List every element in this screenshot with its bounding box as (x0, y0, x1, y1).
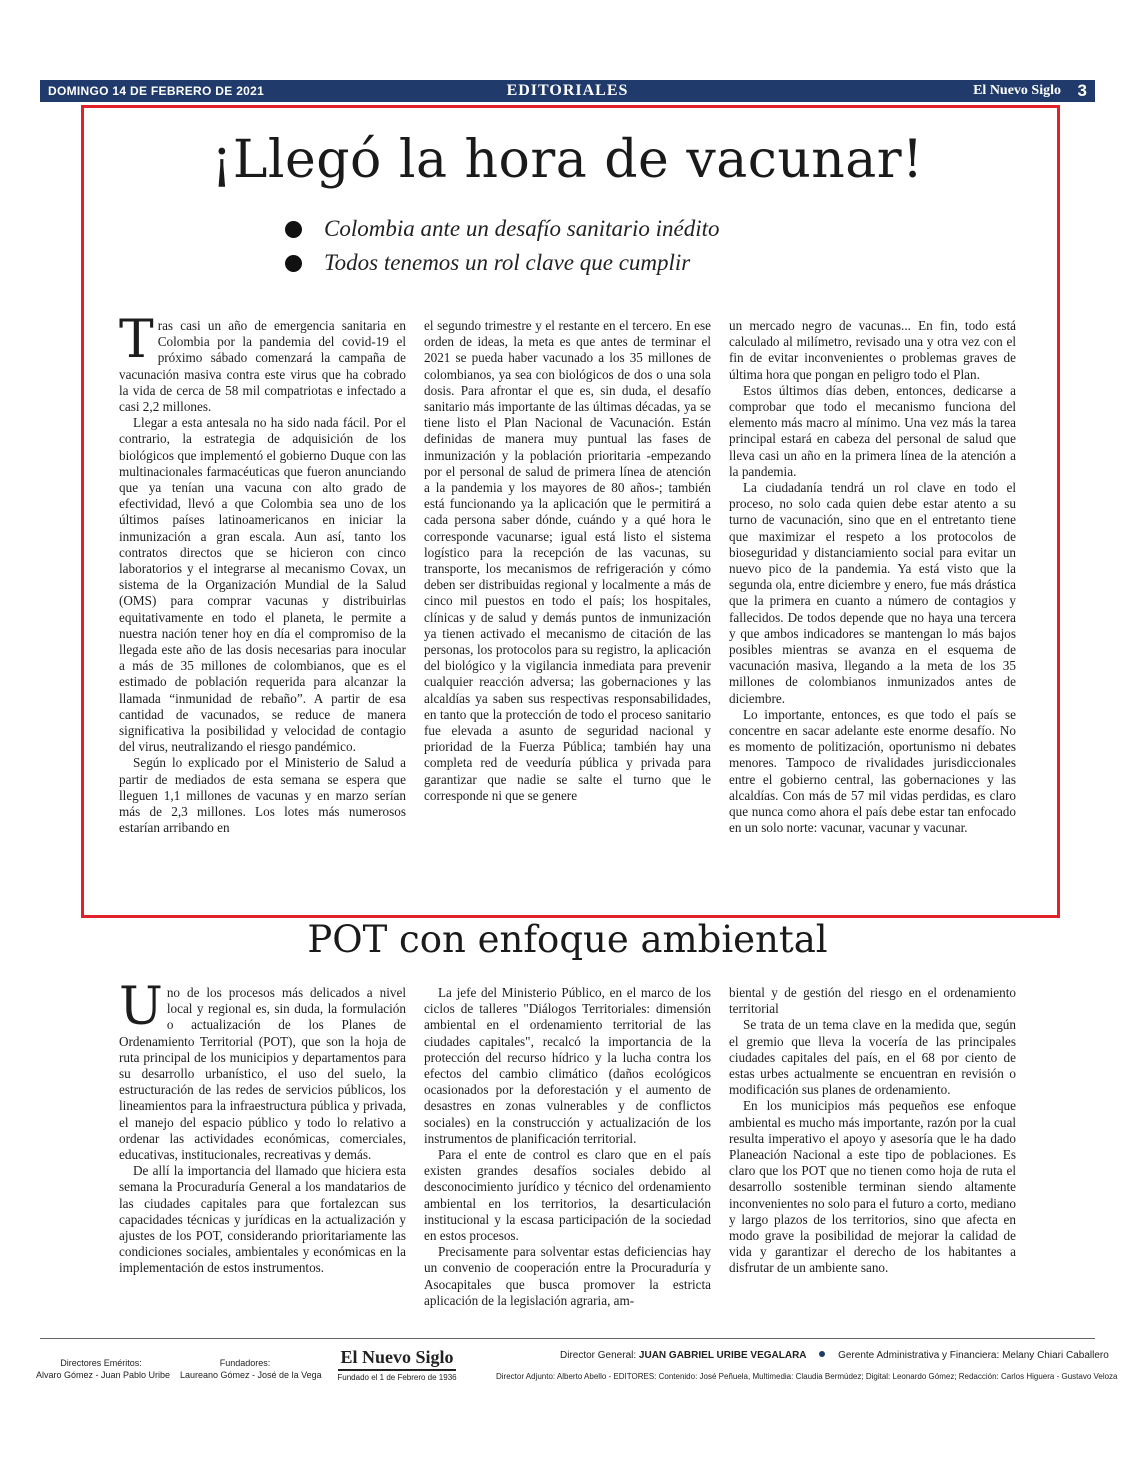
paragraph: En los municipios más pequeños ese enfoque ambiental es mucho más importante, razón por la cual resulta imperativo el apoyo y asesoría que le ha dado Planeación Nacional a este tipo de poblaciones. Es claro que los POT que no tienen como hoja de ruta el desarrollo sostenible terminan siendo altamente inconvenientes no solo para el futuro a corto, mediano y largo plazos de los territorios, sino que afecta en modo grave la posibilidad de mejorar la calidad de vida y garantizar el derecho de los habitantes a disfrutar de un ambiente sano. (729, 1098, 1016, 1276)
gerente-label: Gerente Administrativa y Financiera: (838, 1350, 1000, 1361)
paragraph: Se trata de un tema clave en la medida que, según el gremio que lleva la vocería de las principales ciudades capitales del país, en el 68 por ciento de estas urbes actualmente se encuentran en revisión o modificación sus planes de ordenamiento. (729, 1017, 1016, 1098)
footer-logo (332, 1347, 462, 1382)
paragraph: Precisamente para solventar estas deficiencias hay un convenio de cooperación entre la Procuraduría y Asocapitales que busca promover la estricta aplicación de la legislación agraria, am- (424, 1244, 711, 1308)
director-label: Director General: (560, 1350, 637, 1361)
paragraph-text: ras casi un año de emergencia sanitaria en Colombia por la pandemia del covid-19 el próximo sábado comenzará la campaña de vacunación masiva contra este virus que ha cobrado la vida de cerca de 58 mil compatriotas e infectado a casi 2,2 millones. (119, 318, 406, 415)
footer-divider (40, 1338, 1095, 1339)
footer-fundadores (180, 1357, 322, 1381)
footer-directors (560, 1350, 1109, 1361)
paragraph: La jefe del Ministerio Público, en el marco de los ciclos de talleres "Diálogos Territoriales: dimensión ambiental en el ordenamiento territorial de las ciudades capitales", recalcó la importancia de la protección del recurso hídrico y la lucha contra los efectos del cambio climático (daños ecológicos ocasionados por la deforestación y el aumento de desastres en zonas vulnerables y de conflictos sociales) en la construcción y actualización de los instrumentos de planificación territorial. (424, 985, 711, 1146)
separator-dot-icon (819, 1351, 825, 1357)
emeritos-label: Directores Eméritos: (60, 1358, 142, 1368)
page-header-bar (40, 80, 1095, 102)
pot-column-2 (424, 985, 711, 1309)
drop-cap: U (119, 977, 163, 1037)
header-section-title: EDITORIALES (506, 82, 629, 99)
pot-column-1 (119, 977, 406, 1277)
header-page-number: 3 (1077, 81, 1087, 100)
paragraph: un mercado negro de vacunas... En fin, todo está calculado al milímetro, revisado una y otra vez con el fin de evitar inconvenientes o problemas graves de última hora que pongan en peligro todo el Plan. (729, 318, 1016, 382)
fundadores-names: Laureano Gómez - José de la Vega (180, 1370, 322, 1380)
subhead-text: Colombia ante un desafío sanitario inédito (324, 216, 720, 241)
paragraph: biental y de gestión del riesgo en el ordenamiento territorial (729, 985, 1016, 1017)
editorial-column-3 (729, 318, 1016, 837)
paragraph: Estos últimos días deben, entonces, dedicarse a comprobar que todo el mecanismo funciona del elemento más macro al mínimo. Una vez más la tarea principal estará en cabeza del personal de salud que lleva casi un año en la primera línea de la atención a la pandemia. (729, 382, 1016, 479)
pot-headline: POT con enfoque ambiental (307, 918, 828, 961)
footer-emeritos (36, 1357, 171, 1381)
director-name: JUAN GABRIEL URIBE VEGALARA (638, 1350, 807, 1361)
paragraph-text: no de los procesos más delicados a nivel local y regional es, sin duda, la formulación o actualización de los Planes de Ordenamiento Territorial (POT), que son la hoja de ruta principal de los municipios y departamentos para su desarrollo urbanístico, el uso del suelo, la estructuración de las redes de servicios públicos, los lineamientos para la infraestructura pública y privada, el manejo del espacio público y todo lo relativo a ordenar las actividades económicas, comerciales, educativas, institucionales, recreativas y demás. (119, 985, 406, 1163)
paragraph: La ciudadanía tendrá un rol clave en todo el proceso, no solo cada quien debe estar atento a su turno de vacunación, sino que en el entretanto tiene que maximizar el respeto a los protocolos de bioseguridad y distanciamiento social para evitar un nuevo pico de la pandemia. Ya está visto que la segunda ola, entre diciembre y enero, fue más drástica que la primera en cuanto a número de contagios y fallecidos. De todos depende que no haya una tercera y que ambos indicadores se mantengan lo más bajos posibles mientras se avanza en el esquema de vacunación masiva, llegando a la meta de los 35 millones de colombianos inmunizados antes de diciembre. (729, 480, 1016, 706)
paragraph: Lo importante, entonces, es que todo el país se concentre en sacar adelante este enorme desafío. No es momento de politización, oportunismo ni debates menores. Tampoco de rivalidades jurisdiccionales entre el gobierno central, las gobernaciones y las alcaldías. Con más de 57 mil vidas perdidas, es claro que nunca como ahora el país debe estar tan enfocado en un solo norte: vacunar, vacunar y vacunar. (729, 706, 1016, 836)
paragraph: Para el ente de control es claro que en el país existen grandes desafíos sociales debido al desconocimiento jurídico y técnico del ordenamiento ambiental en los territorios, la desarticulación institucional y la escasa participación de la sociedad en estos procesos. (424, 1147, 711, 1244)
subhead-text: Todos tenemos un rol clave que cumplir (324, 250, 691, 275)
paragraph: el segundo trimestre y el restante en el tercero. En ese orden de ideas, la meta es que antes de terminar el 2021 se pueda haber vacunado a los 35 millones de colombianos, ya sea con biológicos de dos o una sola dosis. Para afrontar el que es, sin duda, el desafío sanitario más importante de las últimas décadas, ya se tiene listo el Plan Nacional de Vacunación. Están definidas de manera muy puntual las fases de inmunización y la población prioritaria -empezando por el personal de salud de primera línea de atención a la pandemia y los mayores de 80 años-; también está funcionando ya la aplicación que le permitirá a cada persona saber dónde, cuándo y a qué hora le corresponde vacunarse; igual está listo el sistema logístico para la recepción de las vacunas, su transporte, los mecanismos de refrigeración y cómo deben ser distribuidas regional y localmente a más de cinco mil puestos en todo el país; los hospitales, clínicas y de salud y demás puntos de inmunización ya tienen activado el mecanismo de citación de las personas, los protocolos para su registro, la aplicación del biológico y la vigilancia inmediata para prevenir cualquier reacción adversa; las gobernaciones y las alcaldías ya saben sus respectivas responsabilidades, en tanto que la protección de todo el proceso sanitario fue elevada a asunto de seguridad nacional y prioridad de la Fuerza Pública; también hay una completa red de veeduría pública y privada para garantizar que nadie se salte el turno que le corresponde ni que se genere (424, 318, 711, 803)
bullet-icon (285, 255, 302, 272)
paragraph (119, 977, 406, 1163)
paragraph: De allí la importancia del llamado que hiciera esta semana la Procuraduría General a los mandatarios de las ciudades capitales para que fortalezcan sus capacidades técnicas y jurídicas en la actualización y ajustes de los POT, considerando prioritariamente las condiciones sociales, ambientales y económicas en la implementación de estos instrumentos. (119, 1163, 406, 1276)
fundadores-label: Fundadores: (219, 1358, 271, 1368)
pot-column-3 (729, 985, 1016, 1277)
newspaper-logo: El Nuevo Siglo (338, 1347, 455, 1371)
header-date: DOMINGO 14 DE FEBRERO DE 2021 (48, 84, 265, 98)
editorial-column-1 (119, 310, 406, 837)
editorial-column-2 (424, 318, 711, 804)
paragraph (119, 310, 406, 415)
drop-cap: T (119, 310, 154, 370)
editorial-subheads (285, 212, 885, 280)
bullet-icon (285, 221, 302, 238)
founded-note: Fundado el 1 de Febrero de 1936 (337, 1373, 457, 1382)
subhead-item (285, 246, 885, 280)
header-brand: El Nuevo Siglo (973, 83, 1061, 98)
paragraph: Llegar a esta antesala no ha sido nada fácil. Por el contrario, la estrategia de adquisición de los biológicos que implementó el gobierno Duque con las multinacionales farmacéuticas que fueron anunciando que ya tenían una vacuna con alto grado de efectividad, llevó a que Colombia sea uno de los últimos países latinoamericanos en iniciar la inmunización a gran escala. Aun así, tanto los contratos directos que se hicieron con cinco laboratorios y el integrarse al mecanismo Covax, un sistema de la Organización Mundial de la Salud (OMS) para comprar vacunas y distribuirlas equitativamente en todo el planeta, le permite a nuestra nación tener hoy en día el compromiso de la llegada este año de las dosis necesarias para inocular a más de 35 millones de colombianos, que es el estimado de población requerida para alcanzar la llamada “inmunidad de rebaño”. A partir de esa cantidad de vacunados, se reduce de manera significativa la posibilidad y velocidad de contagio del virus, neutralizando el riesgo pandémico. (119, 415, 406, 755)
gerente-name: Melany Chiari Caballero (1002, 1350, 1109, 1361)
footer-staff-line: Director Adjunto: Alberto Abello - EDITORES: Contenido: José Peñuela, Multimedia: Claudia Bermúdez; Digital: Leonardo Gómez; Redacción: Carlos Higuera - Gustavo Veloza (496, 1372, 1118, 1381)
paragraph: Según lo explicado por el Ministerio de Salud a partir de mediados de esta semana se espera que lleguen 1,1 millones de vacunas y en marzo serían más de 2,3 millones. Los lotes más numerosos estarían arribando en (119, 755, 406, 836)
emeritos-names: Alvaro Gómez - Juan Pablo Uribe (36, 1370, 171, 1380)
subhead-item (285, 212, 885, 246)
editorial-headline: ¡Llegó la hora de vacunar! (211, 130, 924, 190)
